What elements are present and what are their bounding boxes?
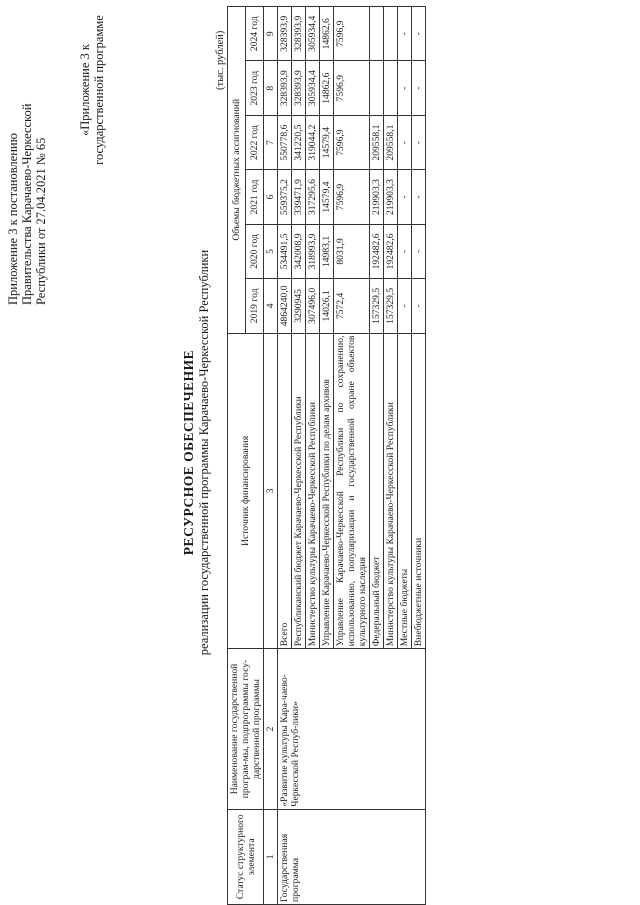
- column-number: 3: [264, 333, 278, 649]
- amount-cell: -: [412, 7, 426, 61]
- amount-cell: -: [398, 61, 412, 115]
- program-status: Государственная программа: [278, 809, 426, 904]
- document-subtitle: реализации государственной программы Карачаево-Черкесской Республики: [197, 249, 211, 656]
- amount-cell: 319044,2: [306, 115, 320, 169]
- amount-cell: 305934,4: [306, 61, 320, 115]
- annex-block: [78, 10, 106, 170]
- amount-cell: -: [412, 61, 426, 115]
- document-title: РЕСУРСНОЕ ОБЕСПЕЧЕНИЕ: [181, 349, 196, 556]
- header-name: Наименование государственной програм-мы, подпрограммы госу-дарственной программы: [228, 649, 264, 810]
- amount-cell: 14026,1: [320, 279, 334, 333]
- amount-cell: 14579,4: [320, 115, 334, 169]
- header-year: 2022 год: [246, 115, 264, 169]
- amount-cell: -: [398, 170, 412, 224]
- funding-source: Внебюджетные источники: [412, 333, 426, 649]
- amount-cell: -: [398, 115, 412, 169]
- amount-cell: 550778,6: [278, 115, 292, 169]
- column-number: 2: [264, 649, 278, 810]
- approval-line-1: Приложение 3 к постановлению: [6, 133, 20, 305]
- amount-cell: [370, 7, 384, 61]
- approval-line-2: Правительства Карачаево-Черкесской: [20, 103, 34, 305]
- amount-cell: 559375,2: [278, 170, 292, 224]
- table-row: [278, 7, 292, 905]
- header-volumes: Объемы бюджетных ассигнований: [228, 7, 246, 334]
- funding-source: Республиканский бюджет Карачаево-Черкесской Республики: [292, 333, 306, 649]
- amount-cell: 318993,9: [306, 224, 320, 278]
- amount-cell: 7572,4: [334, 279, 370, 333]
- resource-table: [227, 6, 426, 905]
- column-number: 9: [264, 7, 278, 61]
- column-number: 1: [264, 809, 278, 904]
- amount-cell: 7596,9: [334, 7, 370, 61]
- funding-source: Всего: [278, 333, 292, 649]
- column-number: 8: [264, 61, 278, 115]
- amount-cell: [384, 61, 398, 115]
- amount-cell: 14862,6: [320, 7, 334, 61]
- header-year: 2024 год: [246, 7, 264, 61]
- amount-cell: 219903,3: [370, 170, 384, 224]
- amount-cell: 328393,9: [278, 7, 292, 61]
- amount-cell: 192482,6: [384, 224, 398, 278]
- amount-cell: 3290945: [292, 279, 306, 333]
- amount-cell: 14862,6: [320, 61, 334, 115]
- amount-cell: 305934,4: [306, 7, 320, 61]
- amount-cell: 534491,5: [278, 224, 292, 278]
- funding-source: Управление Карачаево-Черкесской Республики по сохранению, использованию, популяризации и государственной охране объектов культурного наследия: [334, 333, 370, 649]
- amount-cell: 342008,9: [292, 224, 306, 278]
- amount-cell: 14579,4: [320, 170, 334, 224]
- column-number: 5: [264, 224, 278, 278]
- amount-cell: 339471,9: [292, 170, 306, 224]
- amount-cell: -: [398, 224, 412, 278]
- column-number: 6: [264, 170, 278, 224]
- amount-cell: 14983,1: [320, 224, 334, 278]
- amount-cell: 192482,6: [370, 224, 384, 278]
- column-number: 7: [264, 115, 278, 169]
- amount-cell: -: [412, 170, 426, 224]
- funding-source: Управление Карачаево-Черкесской Республики по делам архивов: [320, 333, 334, 649]
- amount-cell: 328393,9: [292, 7, 306, 61]
- header-year: 2019 год: [246, 279, 264, 333]
- amount-cell: -: [412, 115, 426, 169]
- amount-cell: -: [412, 279, 426, 333]
- annex-line-2: государственной программе: [92, 15, 106, 165]
- column-number-row: [264, 7, 278, 905]
- funding-source: Министерство культуры Карачаево-Черкесской Республики: [306, 333, 320, 649]
- amount-cell: [370, 61, 384, 115]
- amount-cell: 307496,0: [306, 279, 320, 333]
- amount-cell: 341220,5: [292, 115, 306, 169]
- approval-block: [6, 5, 48, 305]
- header-source: Источник финансирования: [228, 333, 264, 649]
- amount-cell: 328393,9: [292, 61, 306, 115]
- funding-source: Местные бюджеты: [398, 333, 412, 649]
- program-name: «Развитие культуры Кара-чаево-Черкесской Респуб-лики»: [278, 649, 426, 810]
- amount-cell: 209558,1: [370, 115, 384, 169]
- amount-cell: 328393,9: [278, 61, 292, 115]
- header-year: 2023 год: [246, 61, 264, 115]
- units-note: (тыс. рублей): [215, 30, 226, 90]
- amount-cell: -: [398, 279, 412, 333]
- amount-cell: -: [412, 224, 426, 278]
- amount-cell: -: [398, 7, 412, 61]
- header-row: [228, 7, 246, 905]
- amount-cell: 4864240,0: [278, 279, 292, 333]
- amount-cell: 8031,9: [334, 224, 370, 278]
- funding-source: Федеральный бюджет: [370, 333, 384, 649]
- amount-cell: 209558,1: [384, 115, 398, 169]
- header-year: 2020 год: [246, 224, 264, 278]
- table-body: [278, 7, 426, 905]
- annex-line-1: «Приложение 3 к: [78, 44, 92, 136]
- amount-cell: [384, 7, 398, 61]
- amount-cell: 157329,5: [370, 279, 384, 333]
- header-year: 2021 год: [246, 170, 264, 224]
- amount-cell: 219903,3: [384, 170, 398, 224]
- funding-source: Министерство культуры Карачаево-Черкесской Республики: [384, 333, 398, 649]
- approval-line-3: Республики от 27.04.2021 № 65: [34, 137, 48, 305]
- amount-cell: 7596,9: [334, 170, 370, 224]
- amount-cell: 157329,5: [384, 279, 398, 333]
- amount-cell: 7596,9: [334, 61, 370, 115]
- header-status: Статус структурного элемента: [228, 809, 264, 904]
- column-number: 4: [264, 279, 278, 333]
- amount-cell: 317295,6: [306, 170, 320, 224]
- amount-cell: 7596,9: [334, 115, 370, 169]
